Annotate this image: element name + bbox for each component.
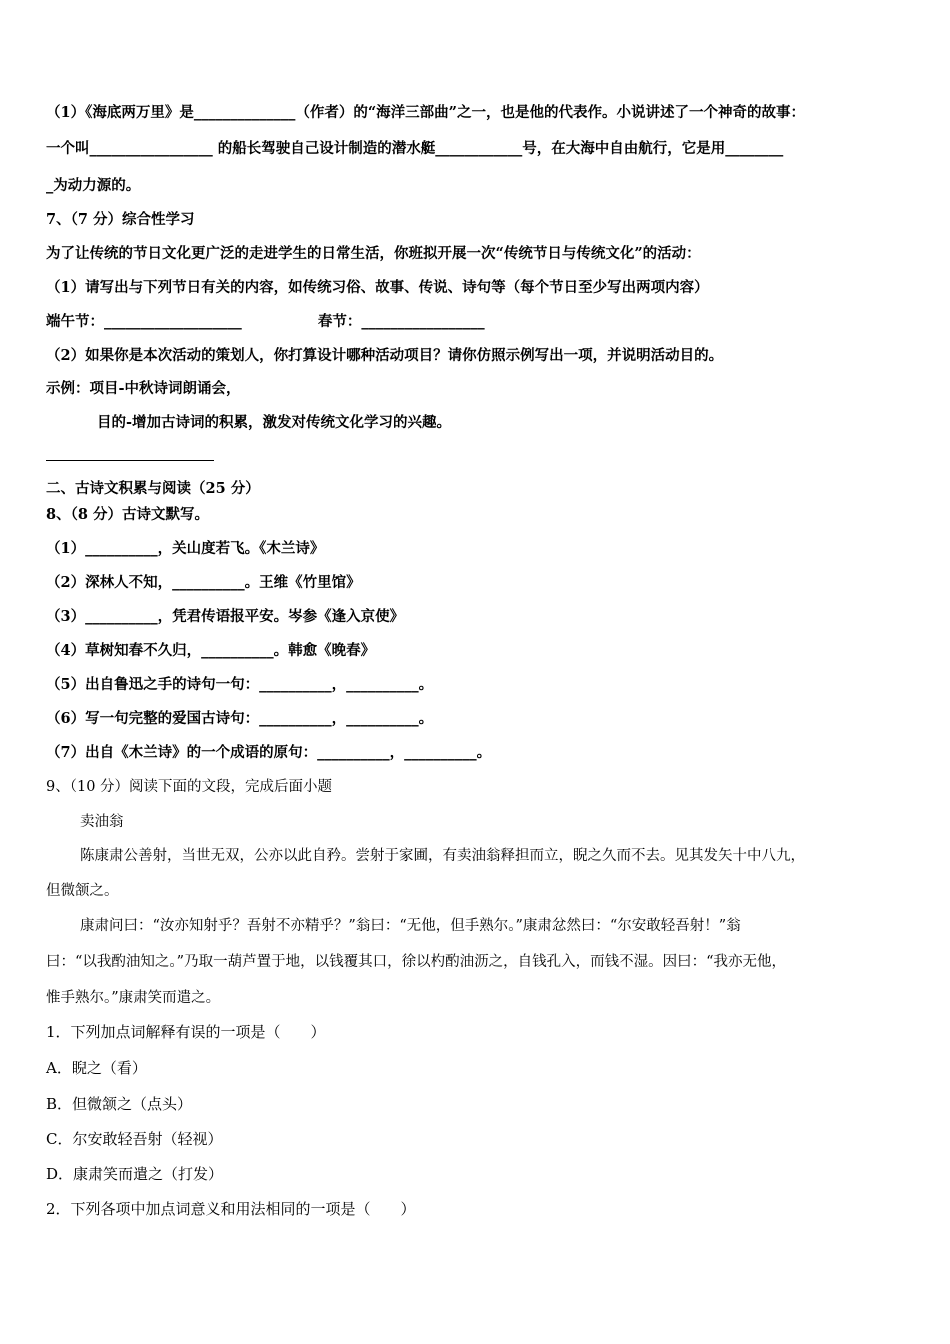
q8-item-7: （7）出自《木兰诗》的一个成语的原句：__________，__________。 xyxy=(46,744,492,761)
q8-item-5: （5）出自鲁迅之手的诗句一句：__________，__________。 xyxy=(46,676,434,693)
q7-duanwu: 端午节：___________________ xyxy=(46,313,242,330)
q6-part1-line2: 一个叫_________________ 的船长驾驶自己设计制造的潜水艇____________号，在大海中自由航行，它是用________ xyxy=(46,140,784,157)
q8-item-1: （1）__________，关山度若飞。《木兰诗》 xyxy=(46,540,325,557)
q7-part2: （2）如果你是本次活动的策划人，你打算设计哪种活动项目？请你仿照示例写出一项，并说明活动目的。 xyxy=(46,347,724,364)
passage-para2-line3: 惟手熟尔。”康肃笑而遣之。 xyxy=(46,990,221,1006)
q7-intro: 为了让传统的节日文化更广泛的走进学生的日常生活，你班拟开展一次“传统节日与传统文化”的活动： xyxy=(46,245,701,262)
q8-item-4: （4）草树知春不久归，__________。韩愈《晚春》 xyxy=(46,642,376,659)
section-2-heading: 二、古诗文积累与阅读（25 分） xyxy=(46,480,260,497)
q7-purpose: 目的-增加古诗词的积累，激发对传统文化学习的兴趣。 xyxy=(97,414,452,431)
subquestion-1: 1．下列加点词解释有误的一项是（ ） xyxy=(46,1023,326,1041)
subquestion-2: 2．下列各项中加点词意义和用法相同的一项是（ ） xyxy=(46,1200,416,1218)
q7-duanwu-row xyxy=(46,312,920,332)
passage-para1-line1: 陈康肃公善射，当世无双，公亦以此自矜。尝射于家圃，有卖油翁释担而立，睨之久而不去。见其发矢十中八九， xyxy=(80,848,805,864)
passage-title: 卖油翁 xyxy=(80,814,124,830)
option-a: A．睨之（看） xyxy=(46,1059,147,1077)
answer-line xyxy=(46,460,214,461)
q6-part1-line3: _为动力源的。 xyxy=(46,177,141,194)
option-d: D．康肃笑而遣之（打发） xyxy=(46,1165,224,1183)
q8-item-6: （6）写一句完整的爱国古诗句：__________，__________。 xyxy=(46,710,434,727)
q9-title: 9、（10 分）阅读下面的文段，完成后面小题 xyxy=(46,779,333,795)
q7-title: 7、（7 分）综合性学习 xyxy=(46,211,195,228)
q7-chunjie: 春节：_________________ xyxy=(317,313,485,330)
q7-example: 示例：项目-中秋诗词朗诵会， xyxy=(46,380,241,397)
q8-item-3: （3）__________，凭君传语报平安。岑参《逢入京使》 xyxy=(46,608,405,625)
q8-item-2: （2）深林人不知，__________。王维《竹里馆》 xyxy=(46,574,361,591)
passage-para2-line1: 康肃问曰：“汝亦知射乎？吾射不亦精乎？”翁曰：“无他，但手熟尔。”康肃忿然曰：“尔安敢轻吾射！”翁 xyxy=(80,918,741,934)
passage-para2-line2: 曰：“以我酌油知之。”乃取一葫芦置于地，以钱覆其口，徐以杓酌油沥之，自钱孔入，而钱不湿。因曰：“我亦无他， xyxy=(46,954,786,970)
q6-part1-line1: （1）《海底两万里》是______________（作者）的“海洋三部曲”之一，也是他的代表作。小说讲述了一个神奇的故事： xyxy=(46,104,806,121)
option-b: B．但微颔之（点头） xyxy=(46,1095,193,1113)
passage-para1-line2: 但微颔之。 xyxy=(46,883,119,899)
q8-title: 8、（8 分）古诗文默写。 xyxy=(46,506,209,523)
q7-part1: （1）请写出与下列节日有关的内容，如传统习俗、故事、传说、诗句等（每个节日至少写出两项内容） xyxy=(46,279,709,296)
option-c: C．尔安敢轻吾射（轻视） xyxy=(46,1130,223,1148)
